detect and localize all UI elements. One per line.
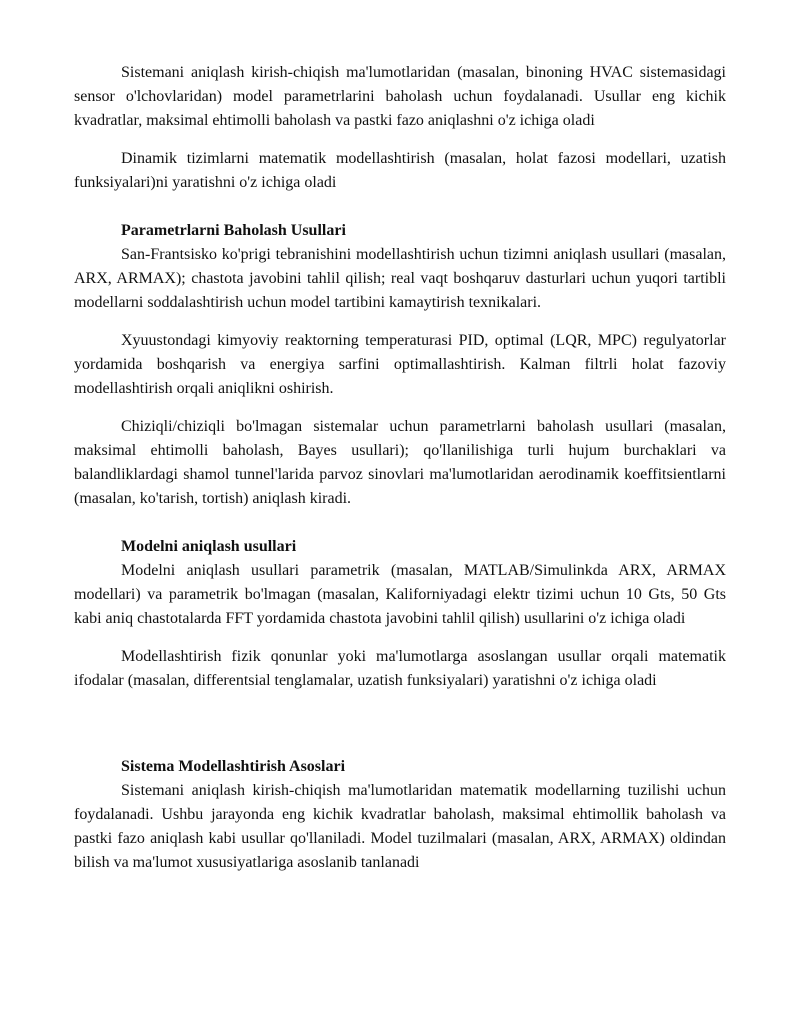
section1-paragraph-1: San-Frantsisko ko'prigi tebranishini modellashtirish uchun tizimni aniqlash usullari (masalan, ARX, ARMAX); chastota javobini tahlil qilish; real vaqt boshqaruv dasturlari uchun yuqori tartibli modellarni soddalashtirish uchun model tartibini kamaytirish texnikalari. <box>74 246 726 311</box>
intro-paragraph-1: Sistemani aniqlash kirish-chiqish ma'lumotlaridan (masalan, binoning HVAC sistemasidagi sensor o'lchovlaridan) model parametrlarini baholash uchun foydalanadi. Usullar eng kichik kvadratlar, maksimal ehtimolli baholash va pastki fazo aniqlashni o'z ichiga oladi <box>74 64 726 129</box>
intro-paragraph-2: Dinamik tizimlarni matematik modellashtirish (masalan, holat fazosi modellari, uzatish funksiyalari)ni yaratishni o'z ichiga oladi <box>74 150 726 191</box>
spacer <box>74 525 726 535</box>
section3-paragraph-1: Sistemani aniqlash kirish-chiqish ma'lumotlaridan matematik modellarning tuzilishi uchun foydalanadi. Ushbu jarayonda eng kichik kvadratlar baholash, maksimal ehtimollik baholash va pastki fazo aniqlash kabi usullar qo'llaniladi. Model tuzilmalari (masalan, ARX, ARMAX) oldindan bilish va ma'lumot xususiyatlariga asoslanib tanlanadi <box>74 782 726 871</box>
section2-paragraph-1: Modelni aniqlash usullari parametrik (masalan, MATLAB/Simulinkda ARX, ARMAX modellari) va parametrik bo'lmagan (masalan, Kaliforniyadagi elektr tizimi uchun 10 Gts, 50 Gts kabi aniq chastotalarda FFT yordamida chastota javobini tahlil qilish) usullarini o'z ichiga oladi <box>74 562 726 627</box>
section2-paragraph-2: Modellashtirish fizik qonunlar yoki ma'lumotlarga asoslangan usullar orqali matematik ifodalar (masalan, differentsial tenglamalar, uzatish funksiyalari) yaratishni o'z ichiga oladi <box>74 648 726 689</box>
document-page <box>74 61 726 889</box>
section-heading-system-modelling-basics: Sistema Modellashtirish Asoslari <box>121 758 346 775</box>
section1-paragraph-2: Xyuustondagi kimyoviy reaktorning temperaturasi PID, optimal (LQR, MPC) regulyatorlar yordamida boshqarish va energiya sarfini optimallashtirish. Kalman filtrli holat fazoviy modellashtirish orqali aniqlikni oshirish. <box>74 332 726 397</box>
spacer <box>74 209 726 219</box>
section1-paragraph-3: Chiziqli/chiziqli bo'lmagan sistemalar uchun parametrlarni baholash usullari (masalan, maksimal ehtimolli baholash, Bayes usullari); qo'llanilishiga turli hujum burchaklari va balandliklardagi shamol tunnel'larida parvoz sinovlari ma'lumotlaridan aerodinamik koeffitsientlarni (masalan, ko'tarish, tortish) aniqlash kiradi. <box>74 418 726 507</box>
section-heading-model-identification: Modelni aniqlash usullari <box>121 538 297 555</box>
section-heading-parameter-estimation: Parametrlarni Baholash Usullari <box>121 222 346 239</box>
spacer <box>74 707 726 755</box>
